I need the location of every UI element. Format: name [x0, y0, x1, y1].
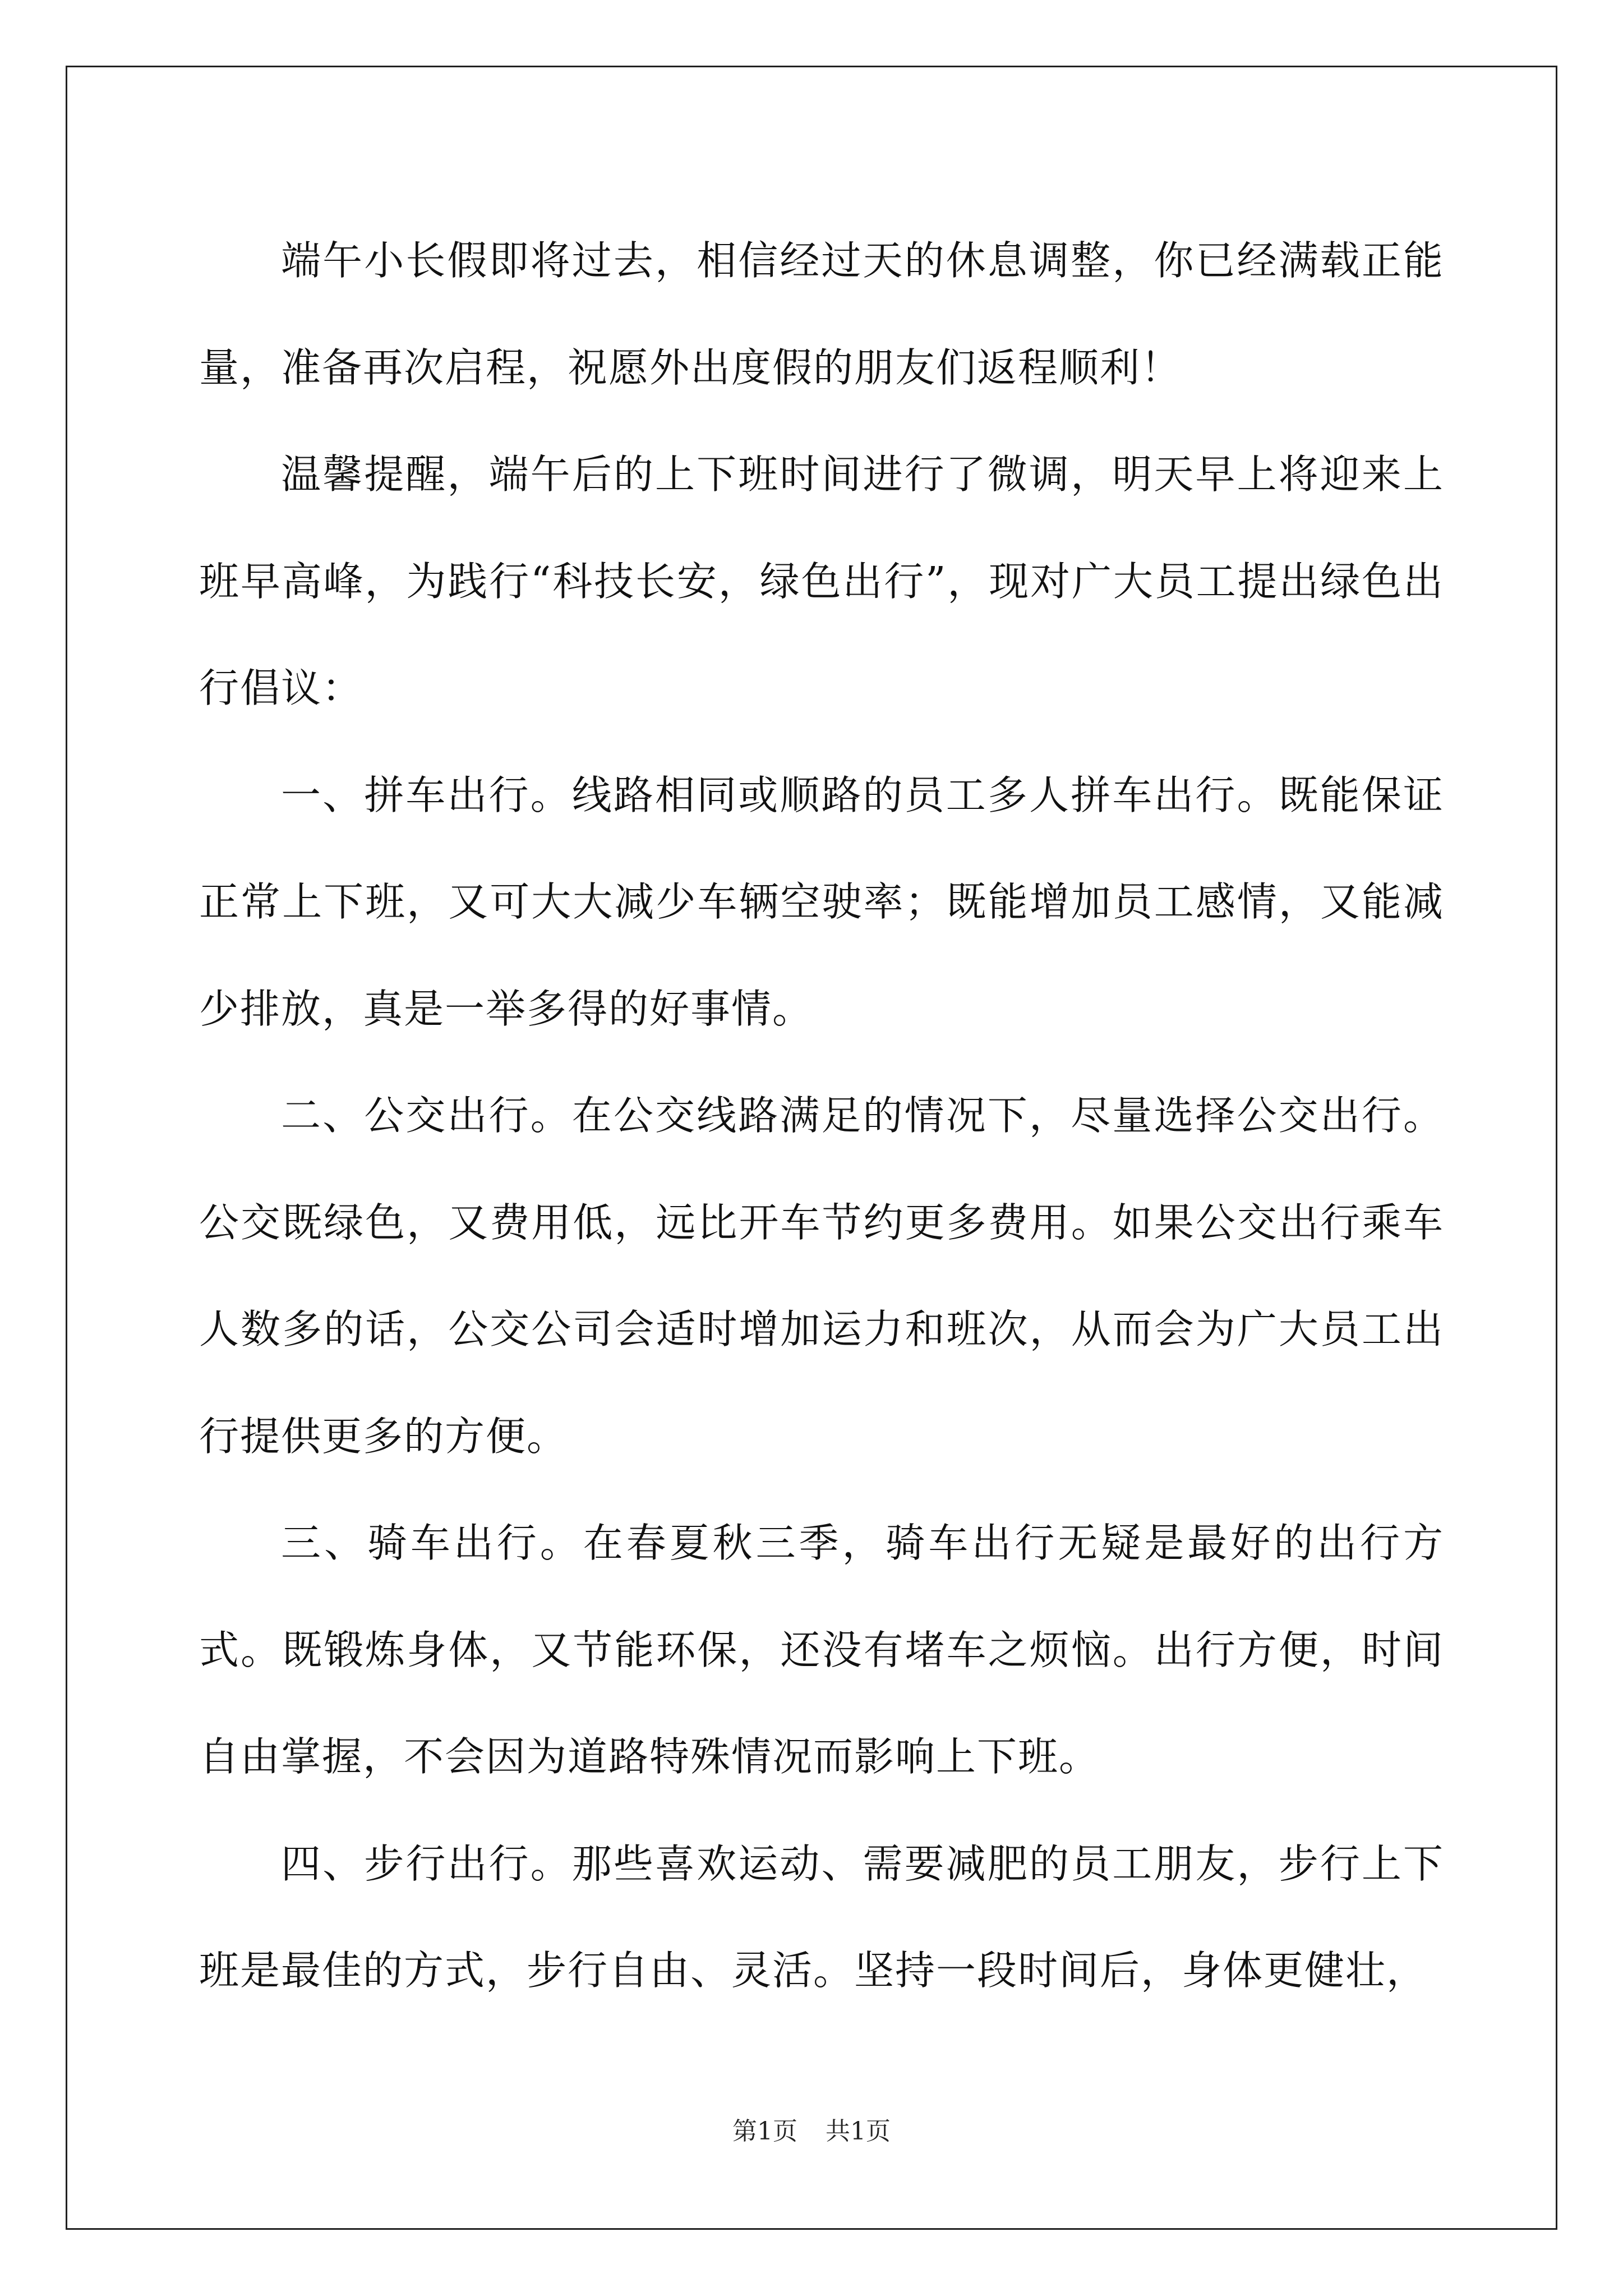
paragraph-bus: 二、公交出行。在公交线路满足的情况下，尽量选择公交出行。公交既绿色，又费用低，远比开车节约更多费用。如果公交出行乘车人数多的话，公交公司会适时增加运力和班次，从而会为广大员工出行提供更多的方便。 [199, 1092, 1444, 1460]
paragraph-walking: 四、步行出行。那些喜欢运动、需要减肥的员工朋友，步行上下班是最佳的方式，步行自由、灵活。坚持一段时间后，身体更健壮， [199, 1840, 1444, 1994]
paragraph-cycling: 三、骑车出行。在春夏秋三季，骑车出行无疑是最好的出行方式。既锻炼身体，又节能环保，还没有堵车之烦恼。出行方便，时间自由掌握，不会因为道路特殊情况而影响上下班。 [199, 1520, 1444, 1780]
document-body [199, 208, 1444, 2024]
page-number-current: 第1页 [732, 2117, 797, 2146]
paragraph-intro: 端午小长假即将过去，相信经过天的休息调整，你已经满载正能量，准备再次启程，祝愿外出度假的朋友们返程顺利！ [199, 237, 1444, 391]
page-number-total: 共1页 [826, 2117, 891, 2146]
paragraph-carpool: 一、拼车出行。线路相同或顺路的员工多人拼车出行。既能保证正常上下班，又可大大减少车辆空驶率；既能增加员工感情，又能减少排放，真是一举多得的好事情。 [199, 771, 1444, 1032]
paragraph-reminder: 温馨提醒，端午后的上下班时间进行了微调，明天早上将迎来上班早高峰，为践行“科技长安，绿色出行”，现对广大员工提出绿色出行倡议： [199, 451, 1444, 711]
page-footer [0, 2115, 1623, 2148]
